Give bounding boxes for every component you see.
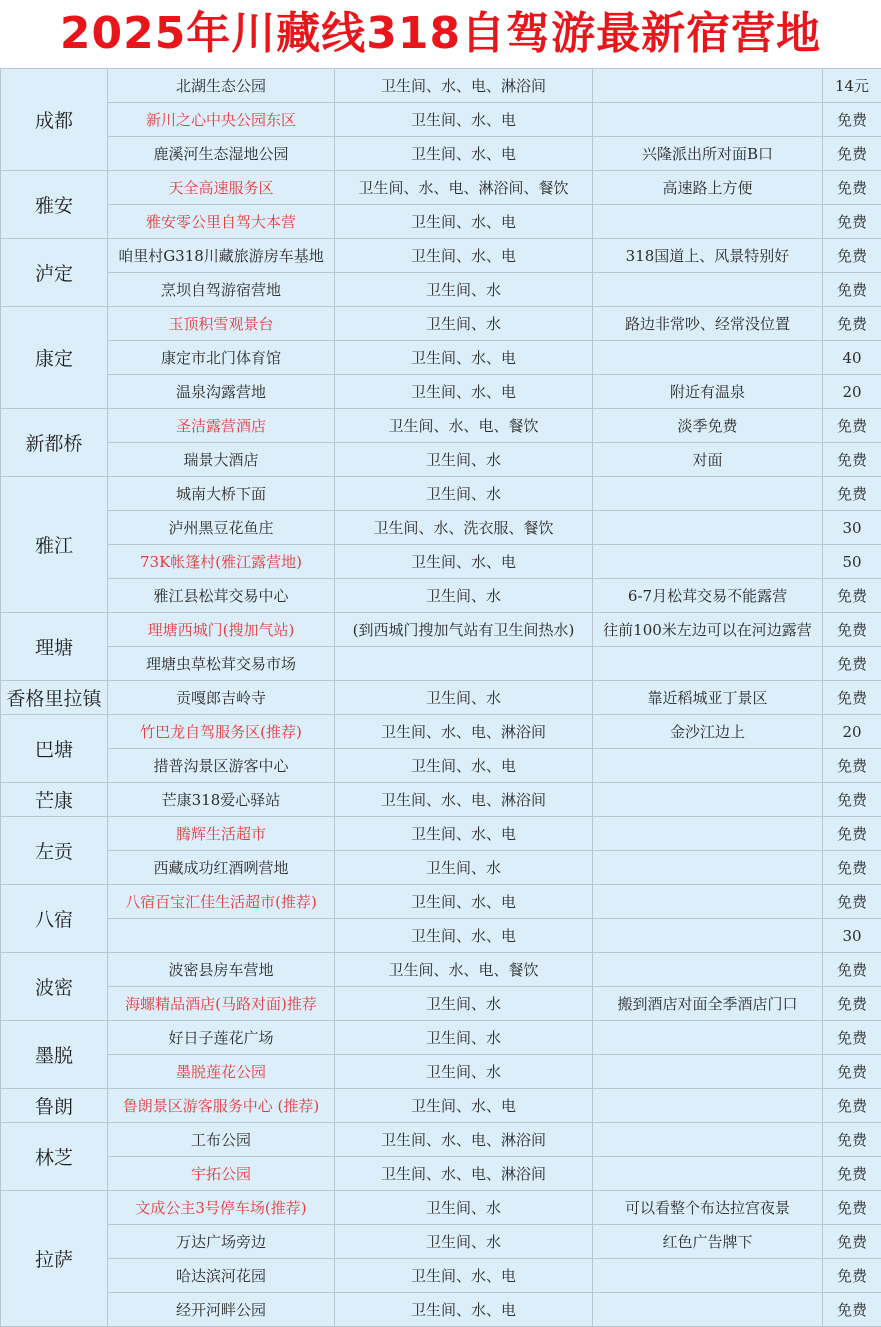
facilities-cell: 卫生间、水、电、淋浴间 (335, 715, 593, 749)
table-row (1, 545, 881, 579)
table-row (1, 69, 881, 103)
note-cell (593, 1293, 823, 1327)
site-name-cell (108, 919, 335, 953)
site-name-cell: 万达广场旁边 (108, 1225, 335, 1259)
site-name-cell: 文成公主3号停车场(推荐) (108, 1191, 335, 1225)
table-row (1, 1123, 881, 1157)
note-cell: 淡季免费 (593, 409, 823, 443)
facilities-cell: 卫生间、水、电 (335, 341, 593, 375)
note-cell: 附近有温泉 (593, 375, 823, 409)
table-row (1, 851, 881, 885)
note-cell (593, 477, 823, 511)
price-cell: 免费 (823, 579, 881, 613)
table-row (1, 307, 881, 341)
region-cell: 雅江 (1, 477, 108, 613)
region-cell: 八宿 (1, 885, 108, 953)
facilities-cell: 卫生间、水、电 (335, 817, 593, 851)
site-name-cell: 波密县房车营地 (108, 953, 335, 987)
site-name-cell: 西藏成功红酒咧营地 (108, 851, 335, 885)
price-cell: 免费 (823, 137, 881, 171)
region-cell: 左贡 (1, 817, 108, 885)
facilities-cell: 卫生间、水、电 (335, 137, 593, 171)
note-cell: 6-7月松茸交易不能露营 (593, 579, 823, 613)
facilities-cell: 卫生间、水、电、淋浴间、餐饮 (335, 171, 593, 205)
region-cell: 林芝 (1, 1123, 108, 1191)
facilities-cell: 卫生间、水 (335, 1225, 593, 1259)
table-row (1, 477, 881, 511)
price-cell: 免费 (823, 647, 881, 681)
region-cell: 鲁朗 (1, 1089, 108, 1123)
note-cell: 红色广告牌下 (593, 1225, 823, 1259)
price-cell: 免费 (823, 239, 881, 273)
table-row (1, 817, 881, 851)
table-row (1, 171, 881, 205)
facilities-cell: 卫生间、水 (335, 1021, 593, 1055)
region-cell: 新都桥 (1, 409, 108, 477)
price-cell: 免费 (823, 273, 881, 307)
price-cell: 免费 (823, 1089, 881, 1123)
table-row (1, 987, 881, 1021)
table-row (1, 715, 881, 749)
facilities-cell: 卫生间、水、电 (335, 103, 593, 137)
facilities-cell: 卫生间、水 (335, 273, 593, 307)
note-cell (593, 851, 823, 885)
note-cell (593, 953, 823, 987)
facilities-cell: 卫生间、水、电 (335, 1293, 593, 1327)
note-cell (593, 1259, 823, 1293)
price-cell: 免费 (823, 1293, 881, 1327)
table-row (1, 749, 881, 783)
table-row (1, 239, 881, 273)
region-cell: 波密 (1, 953, 108, 1021)
price-cell: 免费 (823, 749, 881, 783)
price-cell: 14元 (823, 69, 881, 103)
site-name-cell: 经开河畔公园 (108, 1293, 335, 1327)
region-cell: 香格里拉镇 (1, 681, 108, 715)
table-row (1, 1259, 881, 1293)
note-cell (593, 341, 823, 375)
site-name-cell: 城南大桥下面 (108, 477, 335, 511)
price-cell: 免费 (823, 613, 881, 647)
note-cell: 往前100米左边可以在河边露营 (593, 613, 823, 647)
note-cell: 高速路上方便 (593, 171, 823, 205)
region-cell: 巴塘 (1, 715, 108, 783)
site-name-cell: 鹿溪河生态湿地公园 (108, 137, 335, 171)
site-name-cell: 贡嘎郎吉岭寺 (108, 681, 335, 715)
price-cell: 免费 (823, 171, 881, 205)
page-title: 2025年川藏线318自驾游最新宿营地 (0, 0, 881, 68)
table-row (1, 205, 881, 239)
price-cell: 免费 (823, 681, 881, 715)
site-name-cell: 泸州黑豆花鱼庄 (108, 511, 335, 545)
price-cell: 50 (823, 545, 881, 579)
note-cell: 兴隆派出所对面B口 (593, 137, 823, 171)
site-name-cell: 墨脱莲花公园 (108, 1055, 335, 1089)
table-row (1, 375, 881, 409)
facilities-cell: 卫生间、水 (335, 477, 593, 511)
note-cell (593, 919, 823, 953)
facilities-cell: 卫生间、水 (335, 987, 593, 1021)
note-cell (593, 817, 823, 851)
note-cell (593, 545, 823, 579)
site-name-cell: 竹巴龙自驾服务区(推荐) (108, 715, 335, 749)
facilities-cell: 卫生间、水、电 (335, 1089, 593, 1123)
price-cell: 免费 (823, 1021, 881, 1055)
note-cell (593, 273, 823, 307)
price-cell: 20 (823, 715, 881, 749)
campsite-table-body (1, 69, 881, 1327)
table-row (1, 953, 881, 987)
facilities-cell: 卫生间、水 (335, 1191, 593, 1225)
facilities-cell: 卫生间、水 (335, 681, 593, 715)
price-cell: 免费 (823, 205, 881, 239)
note-cell (593, 511, 823, 545)
price-cell: 30 (823, 919, 881, 953)
facilities-cell: 卫生间、水、电、淋浴间 (335, 1123, 593, 1157)
note-cell: 靠近稻城亚丁景区 (593, 681, 823, 715)
note-cell (593, 1157, 823, 1191)
region-cell: 墨脱 (1, 1021, 108, 1089)
price-cell: 免费 (823, 1123, 881, 1157)
table-row (1, 273, 881, 307)
site-name-cell: 好日子莲花广场 (108, 1021, 335, 1055)
table-row (1, 1021, 881, 1055)
note-cell (593, 69, 823, 103)
site-name-cell: 海螺精品酒店(马路对面)推荐 (108, 987, 335, 1021)
note-cell: 金沙江边上 (593, 715, 823, 749)
site-name-cell: 天全高速服务区 (108, 171, 335, 205)
note-cell (593, 205, 823, 239)
facilities-cell: 卫生间、水、电 (335, 239, 593, 273)
facilities-cell: 卫生间、水、电、餐饮 (335, 409, 593, 443)
note-cell (593, 1089, 823, 1123)
price-cell: 免费 (823, 953, 881, 987)
site-name-cell: 烹坝自驾游宿营地 (108, 273, 335, 307)
note-cell: 可以看整个布达拉宫夜景 (593, 1191, 823, 1225)
site-name-cell: 雅安零公里自驾大本营 (108, 205, 335, 239)
facilities-cell: 卫生间、水、电、淋浴间 (335, 69, 593, 103)
table-row (1, 681, 881, 715)
price-cell: 免费 (823, 1225, 881, 1259)
table-row (1, 613, 881, 647)
facilities-cell: 卫生间、水、电 (335, 375, 593, 409)
table-row (1, 1225, 881, 1259)
note-cell: 对面 (593, 443, 823, 477)
facilities-cell: (到西城门搜加气站有卫生间热水) (335, 613, 593, 647)
site-name-cell: 鲁朗景区游客服务中心 (推荐) (108, 1089, 335, 1123)
note-cell (593, 885, 823, 919)
note-cell (593, 1021, 823, 1055)
price-cell: 免费 (823, 477, 881, 511)
price-cell: 30 (823, 511, 881, 545)
table-row (1, 1089, 881, 1123)
note-cell (593, 103, 823, 137)
table-row (1, 443, 881, 477)
note-cell: 路边非常吵、经常没位置 (593, 307, 823, 341)
site-name-cell: 哈达滨河花园 (108, 1259, 335, 1293)
site-name-cell: 芒康318爱心驿站 (108, 783, 335, 817)
table-row (1, 1191, 881, 1225)
note-cell (593, 647, 823, 681)
facilities-cell: 卫生间、水、电 (335, 545, 593, 579)
facilities-cell: 卫生间、水、电 (335, 749, 593, 783)
facilities-cell: 卫生间、水 (335, 307, 593, 341)
facilities-cell: 卫生间、水、电、餐饮 (335, 953, 593, 987)
table-row (1, 579, 881, 613)
table-row (1, 137, 881, 171)
site-name-cell: 新川之心中央公园东区 (108, 103, 335, 137)
table-row (1, 647, 881, 681)
region-cell: 芒康 (1, 783, 108, 817)
note-cell (593, 1123, 823, 1157)
region-cell: 泸定 (1, 239, 108, 307)
site-name-cell: 理塘西城门(搜加气站) (108, 613, 335, 647)
region-cell: 雅安 (1, 171, 108, 239)
table-row (1, 1157, 881, 1191)
price-cell: 免费 (823, 817, 881, 851)
price-cell: 40 (823, 341, 881, 375)
facilities-cell: 卫生间、水、电、淋浴间 (335, 783, 593, 817)
region-cell: 拉萨 (1, 1191, 108, 1327)
facilities-cell: 卫生间、水、电 (335, 205, 593, 239)
site-name-cell: 工布公园 (108, 1123, 335, 1157)
site-name-cell: 玉顶积雪观景台 (108, 307, 335, 341)
price-cell: 免费 (823, 1157, 881, 1191)
facilities-cell: 卫生间、水、洗衣服、餐饮 (335, 511, 593, 545)
price-cell: 免费 (823, 987, 881, 1021)
campsite-table (0, 68, 881, 1327)
facilities-cell: 卫生间、水 (335, 579, 593, 613)
site-name-cell: 圣洁露营酒店 (108, 409, 335, 443)
note-cell: 318国道上、风景特别好 (593, 239, 823, 273)
table-row (1, 341, 881, 375)
note-cell: 搬到酒店对面全季酒店门口 (593, 987, 823, 1021)
price-cell: 免费 (823, 443, 881, 477)
price-cell: 免费 (823, 1191, 881, 1225)
site-name-cell: 理塘虫草松茸交易市场 (108, 647, 335, 681)
site-name-cell: 温泉沟露营地 (108, 375, 335, 409)
price-cell: 免费 (823, 1055, 881, 1089)
price-cell: 20 (823, 375, 881, 409)
table-row (1, 885, 881, 919)
facilities-cell: 卫生间、水、电 (335, 919, 593, 953)
price-cell: 免费 (823, 409, 881, 443)
facilities-cell: 卫生间、水 (335, 443, 593, 477)
price-cell: 免费 (823, 783, 881, 817)
site-name-cell: 宇拓公园 (108, 1157, 335, 1191)
price-cell: 免费 (823, 885, 881, 919)
table-row (1, 103, 881, 137)
table-row (1, 409, 881, 443)
site-name-cell: 咱里村G318川藏旅游房车基地 (108, 239, 335, 273)
price-cell: 免费 (823, 1259, 881, 1293)
facilities-cell: 卫生间、水、电、淋浴间 (335, 1157, 593, 1191)
region-cell: 理塘 (1, 613, 108, 681)
region-cell: 康定 (1, 307, 108, 409)
note-cell (593, 1055, 823, 1089)
site-name-cell: 腾辉生活超市 (108, 817, 335, 851)
region-cell: 成都 (1, 69, 108, 171)
site-name-cell: 八宿百宝汇佳生活超市(推荐) (108, 885, 335, 919)
site-name-cell: 北湖生态公园 (108, 69, 335, 103)
table-row (1, 1293, 881, 1327)
facilities-cell: 卫生间、水、电 (335, 885, 593, 919)
table-row (1, 783, 881, 817)
price-cell: 免费 (823, 307, 881, 341)
site-name-cell: 瑞景大酒店 (108, 443, 335, 477)
facilities-cell: 卫生间、水 (335, 1055, 593, 1089)
site-name-cell: 康定市北门体育馆 (108, 341, 335, 375)
site-name-cell: 73K帐篷村(雅江露营地) (108, 545, 335, 579)
price-cell: 免费 (823, 851, 881, 885)
facilities-cell (335, 647, 593, 681)
table-row (1, 1055, 881, 1089)
facilities-cell: 卫生间、水 (335, 851, 593, 885)
site-name-cell: 雅江县松茸交易中心 (108, 579, 335, 613)
price-cell: 免费 (823, 103, 881, 137)
table-row (1, 919, 881, 953)
facilities-cell: 卫生间、水、电 (335, 1259, 593, 1293)
site-name-cell: 措普沟景区游客中心 (108, 749, 335, 783)
note-cell (593, 749, 823, 783)
table-row (1, 511, 881, 545)
note-cell (593, 783, 823, 817)
